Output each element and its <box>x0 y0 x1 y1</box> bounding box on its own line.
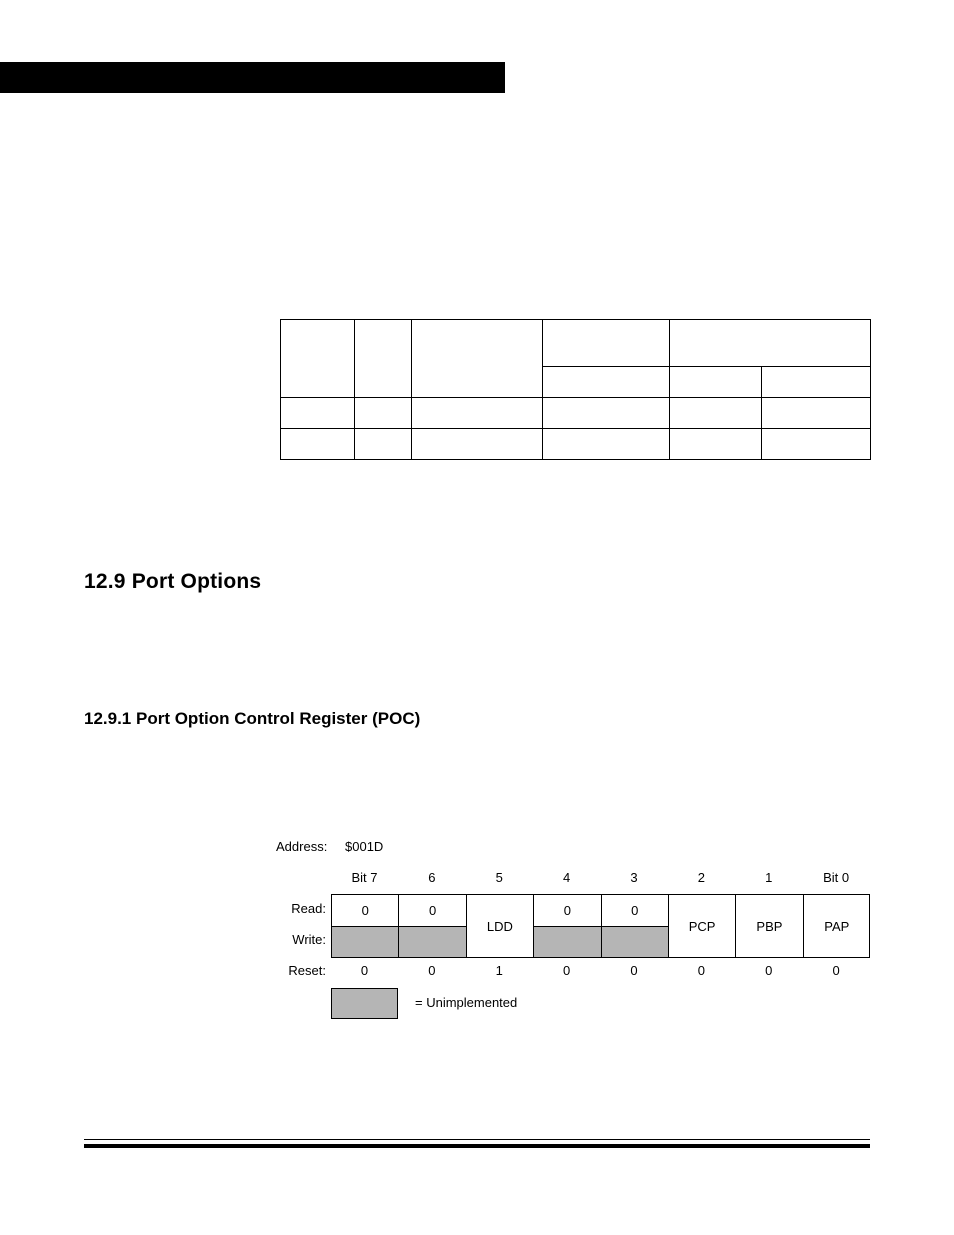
subsection-heading: 12.9.1 Port Option Control Register (POC) <box>84 709 421 728</box>
read-value-cell: 0 <box>533 894 600 926</box>
reset-value: 0 <box>428 963 436 978</box>
table-cell <box>670 398 762 429</box>
address-value: $001D <box>345 839 384 854</box>
table-row <box>281 398 871 429</box>
reset-value: 0 <box>697 963 705 978</box>
table-cell <box>543 398 670 429</box>
table-cell <box>543 367 670 398</box>
address-label: Address: <box>276 839 328 854</box>
table-cell <box>412 320 543 398</box>
table-cell <box>281 429 355 460</box>
footer-rule-thin <box>84 1139 870 1140</box>
reset-value: 1 <box>495 963 503 978</box>
bit-header: 2 <box>697 870 705 885</box>
write-label: Write: <box>292 932 326 947</box>
unimplemented-legend-swatch <box>331 988 398 1019</box>
reset-label: Reset: <box>288 963 326 978</box>
page-header-bar <box>0 62 505 93</box>
table-cell <box>281 398 355 429</box>
empty-table <box>280 319 871 460</box>
table-cell <box>762 398 871 429</box>
table-cell <box>412 429 543 460</box>
unimplemented-write-cell <box>533 926 600 958</box>
reset-value: 0 <box>360 963 369 978</box>
section-heading: 12.9 Port Options <box>84 570 262 593</box>
read-value-cell: 0 <box>331 894 398 926</box>
unimplemented-write-cell <box>601 926 668 958</box>
table-cell <box>281 320 355 398</box>
table-cell <box>355 320 412 398</box>
table-cell <box>355 398 412 429</box>
register-bit-field: PCP <box>668 894 735 958</box>
unimplemented-legend-text: = Unimplemented <box>415 995 518 1010</box>
reset-value: 0 <box>563 963 571 978</box>
read-value-cell: 0 <box>398 894 465 926</box>
reset-value: 0 <box>765 963 773 978</box>
table-row <box>281 429 871 460</box>
register-bit-field: LDD <box>466 894 533 958</box>
table-cell <box>412 398 543 429</box>
bit-header: 4 <box>563 870 571 885</box>
bit-header: 5 <box>495 870 503 885</box>
reset-value: 0 <box>630 963 638 978</box>
table-cell <box>670 367 762 398</box>
table-cell <box>670 320 871 367</box>
table-cell <box>762 367 871 398</box>
read-value-cell: 0 <box>601 894 668 926</box>
table-cell <box>543 429 670 460</box>
unimplemented-write-cell <box>331 926 398 958</box>
bit-header: Bit 7 <box>351 870 378 885</box>
reset-value: 0 <box>832 963 840 978</box>
register-bit-field: PAP <box>803 894 870 958</box>
bit-header: 1 <box>765 870 773 885</box>
table-cell <box>543 320 670 367</box>
footer-rule-thick <box>84 1144 870 1148</box>
bit-header: Bit 0 <box>823 870 850 885</box>
table-cell <box>355 429 412 460</box>
unimplemented-write-cell <box>398 926 465 958</box>
table-cell <box>762 429 871 460</box>
bit-header: 3 <box>630 870 638 885</box>
bit-header: 6 <box>428 870 436 885</box>
read-label: Read: <box>291 901 326 916</box>
register-bit-field: PBP <box>735 894 802 958</box>
table-cell <box>670 429 762 460</box>
